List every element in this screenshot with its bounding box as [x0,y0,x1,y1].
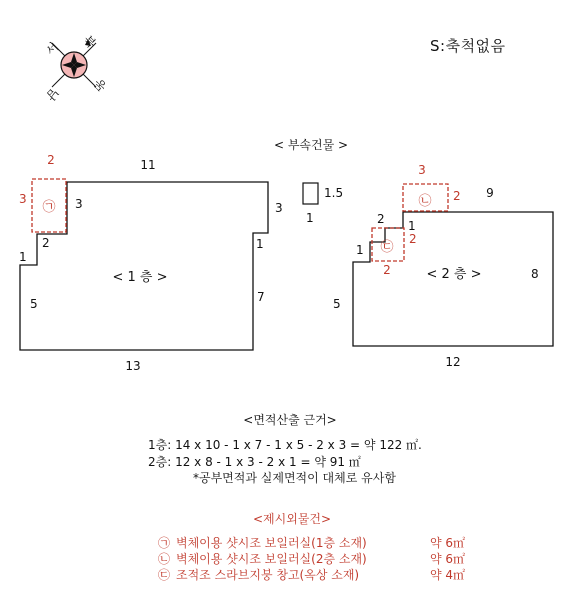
small-box-width: 1.5 [324,186,344,200]
floor2-dim-notch-horizontal: 2 [377,212,385,226]
floor2-dim-bottom: 12 [445,355,461,369]
small-box-height: 1 [306,211,314,225]
floor2-dim-notch-vertical: 1 [408,219,416,233]
floor1-annex-marker: ㉠ [42,200,56,215]
floor2-label: < 2 층 > [426,267,482,282]
excluded-item-marker-2: ㉡ [158,552,171,566]
small-box [303,183,318,204]
floor2-annex-d-dim-right: 2 [409,232,417,246]
floor1-annex-dim-left: 3 [19,192,27,206]
floor1-dim-right-step: 1 [256,237,264,251]
floor1-dim-left-upper: 3 [75,197,83,211]
excluded-title: <제시외물건> [252,512,332,526]
floor1-dim-step-horizontal: 2 [42,236,50,250]
scale-note: S:축척없음 [430,37,506,55]
excluded-item-area-2: 약 6㎡ [430,552,466,566]
excluded-item-text-2: 벽체이용 샷시조 보일러실(2층 소재) [176,552,367,566]
compass-south-label: 남 [43,85,62,104]
excluded-item-text-3: 조적조 스라브지붕 창고(옥상 소재) [176,568,360,582]
floor2-annex-l-dim-top: 3 [418,163,426,177]
compass-north-label: 북 [80,32,99,51]
excluded-item-text-1: 벽체이용 샷시조 보일러실(1층 소재) [176,536,367,550]
floor2-dim-step-vertical: 1 [356,243,364,257]
floor1-dim-right-upper: 3 [275,201,283,215]
floor2-annex-l-marker: ㉡ [418,194,432,209]
calc-title: <면적산출 근거> [243,413,337,427]
excluded-item-marker-3: ㉢ [158,568,171,582]
floor2-annex-d-marker: ㉢ [380,240,394,255]
floor2-dim-top: 9 [486,186,494,200]
compass-west-label: 서 [43,39,62,58]
annex-title: < 부속건물 > [273,138,349,152]
floor1-label: < 1 층 > [112,270,168,285]
excluded-item-area-3: 약 4㎡ [430,568,466,582]
floor2-dim-right: 8 [531,267,539,281]
calc-line-2: 2층: 12 x 8 - 1 x 3 - 2 x 1 = 약 91 ㎡ [148,455,361,469]
floor1-dim-right-lower: 7 [257,290,265,304]
floor2-dim-left-lower: 5 [333,297,341,311]
floor1-dim-top: 11 [140,158,156,172]
compass-east-label: 동 [91,76,110,95]
floor1-dim-left-lower: 5 [30,297,38,311]
excluded-item-marker-1: ㉠ [158,536,171,550]
excluded-item-area-1: 약 6㎡ [430,536,466,550]
calc-note: *공부면적과 실제면적이 대체로 유사함 [193,471,396,485]
floor1-dim-bottom: 13 [125,359,141,373]
floor1-dim-step-vertical: 1 [19,250,27,264]
floor2-annex-d-dim-bottom: 2 [383,263,391,277]
calc-line-1: 1층: 14 x 10 - 1 x 7 - 1 x 5 - 2 x 3 = 약 122 ㎡. [148,438,422,452]
floor2-annex-l-dim-right: 2 [453,189,461,203]
floor1-annex-dim-top: 2 [47,153,55,167]
